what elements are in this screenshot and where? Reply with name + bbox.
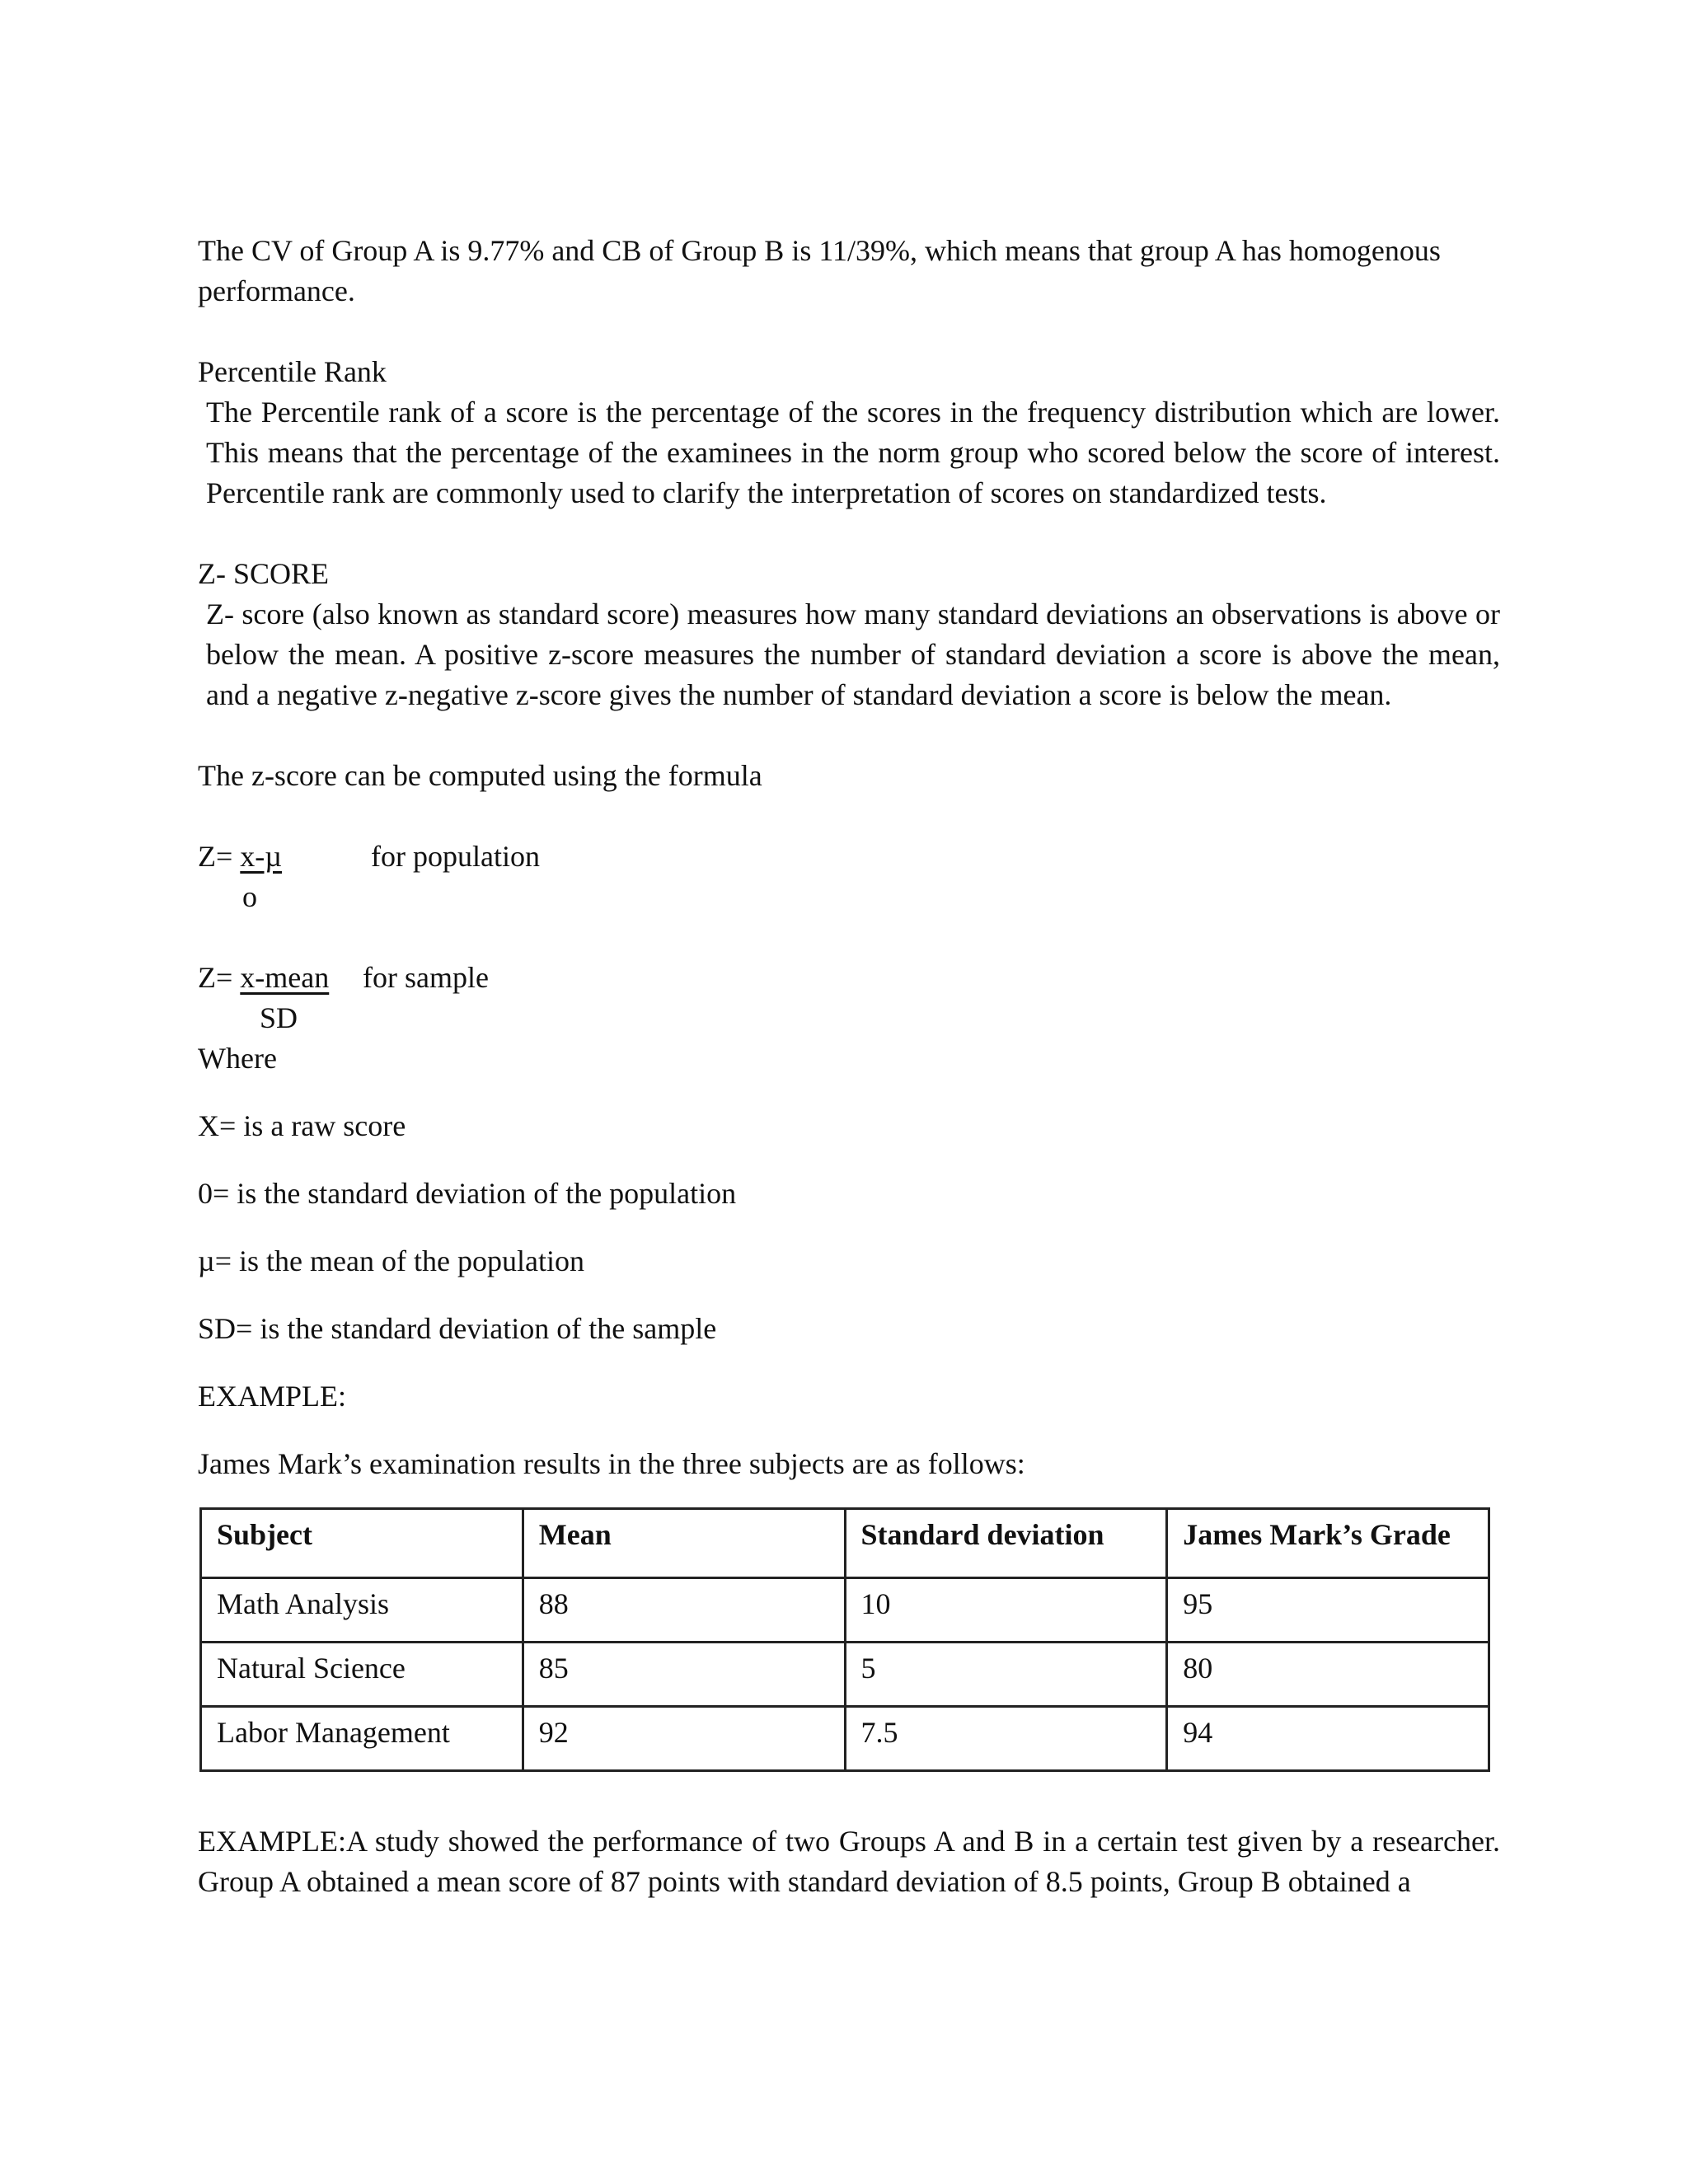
sample-formula (198, 958, 1500, 1038)
table-cell: 94 (1167, 1707, 1489, 1771)
definition-item: X= is a raw score (198, 1109, 406, 1142)
formula-lhs: Z= (198, 961, 233, 994)
zscore-heading: Z- SCORE (198, 557, 330, 590)
population-formula (198, 837, 1500, 917)
table-row (201, 1643, 1489, 1707)
formula-intro: The z-score can be computed using the formula (198, 759, 762, 792)
table-cell: Natural Science (201, 1643, 523, 1707)
formula-note: for population (371, 840, 540, 873)
column-header: James Mark’s Grade (1167, 1509, 1489, 1578)
example-label: EXAMPLE: (198, 1380, 346, 1413)
example2-paragraph: EXAMPLE:A study showed the performance of two Groups A and B in a certain test given by a researcher. Group A obtained a mean score of 87 points with standard deviation of 8.5 points, Group B obtained a (198, 1825, 1500, 1898)
formula-numerator: x-µ (240, 840, 283, 873)
definition-item: µ= is the mean of the population (198, 1244, 584, 1277)
formula-denominator: SD (260, 1001, 298, 1034)
cv-paragraph: The CV of Group A is 9.77% and CB of Group B is 11/39%, which means that group A has homogenous performance. (198, 234, 1441, 307)
formula-denominator: o (242, 880, 257, 913)
table-cell: 88 (523, 1578, 845, 1643)
document-page (198, 231, 1500, 1902)
zscore-paragraph: Z- score (also known as standard score) measures how many standard deviations an observations is above or below the mean. A positive z-score measures the number of standard deviation a score is above the mean, and a negative z-negative z-score gives the number of standard deviation a score is below the mean. (206, 598, 1500, 711)
percentile-paragraph: The Percentile rank of a score is the percentage of the scores in the frequency distribution which are lower. This means that the percentage of the examinees in the norm group who scored below the score of interest. Percentile rank are commonly used to clarify the interpretation of scores on standardized tests. (206, 396, 1500, 509)
table-cell: 95 (1167, 1578, 1489, 1643)
formula-note: for sample (363, 961, 489, 994)
formula-lhs: Z= (198, 840, 233, 873)
table-cell: 80 (1167, 1643, 1489, 1707)
definition-item: 0= is the standard deviation of the population (198, 1177, 737, 1210)
table-cell: Math Analysis (201, 1578, 523, 1643)
column-header: Standard deviation (845, 1509, 1167, 1578)
where-label: Where (198, 1042, 277, 1075)
table-cell: 85 (523, 1643, 845, 1707)
table-header-row (201, 1509, 1489, 1578)
table-row (201, 1578, 1489, 1643)
percentile-heading: Percentile Rank (198, 355, 387, 388)
formula-numerator: x-mean (240, 961, 330, 994)
example-intro: James Mark’s examination results in the three subjects are as follows: (198, 1447, 1025, 1480)
table-cell: 10 (845, 1578, 1167, 1643)
table-cell: 92 (523, 1707, 845, 1771)
table-row (201, 1707, 1489, 1771)
column-header: Subject (201, 1509, 523, 1578)
column-header: Mean (523, 1509, 845, 1578)
table-cell: Labor Management (201, 1707, 523, 1771)
exam-results-table (199, 1507, 1490, 1772)
definition-item: SD= is the standard deviation of the sample (198, 1312, 717, 1345)
table-cell: 7.5 (845, 1707, 1167, 1771)
table-cell: 5 (845, 1643, 1167, 1707)
